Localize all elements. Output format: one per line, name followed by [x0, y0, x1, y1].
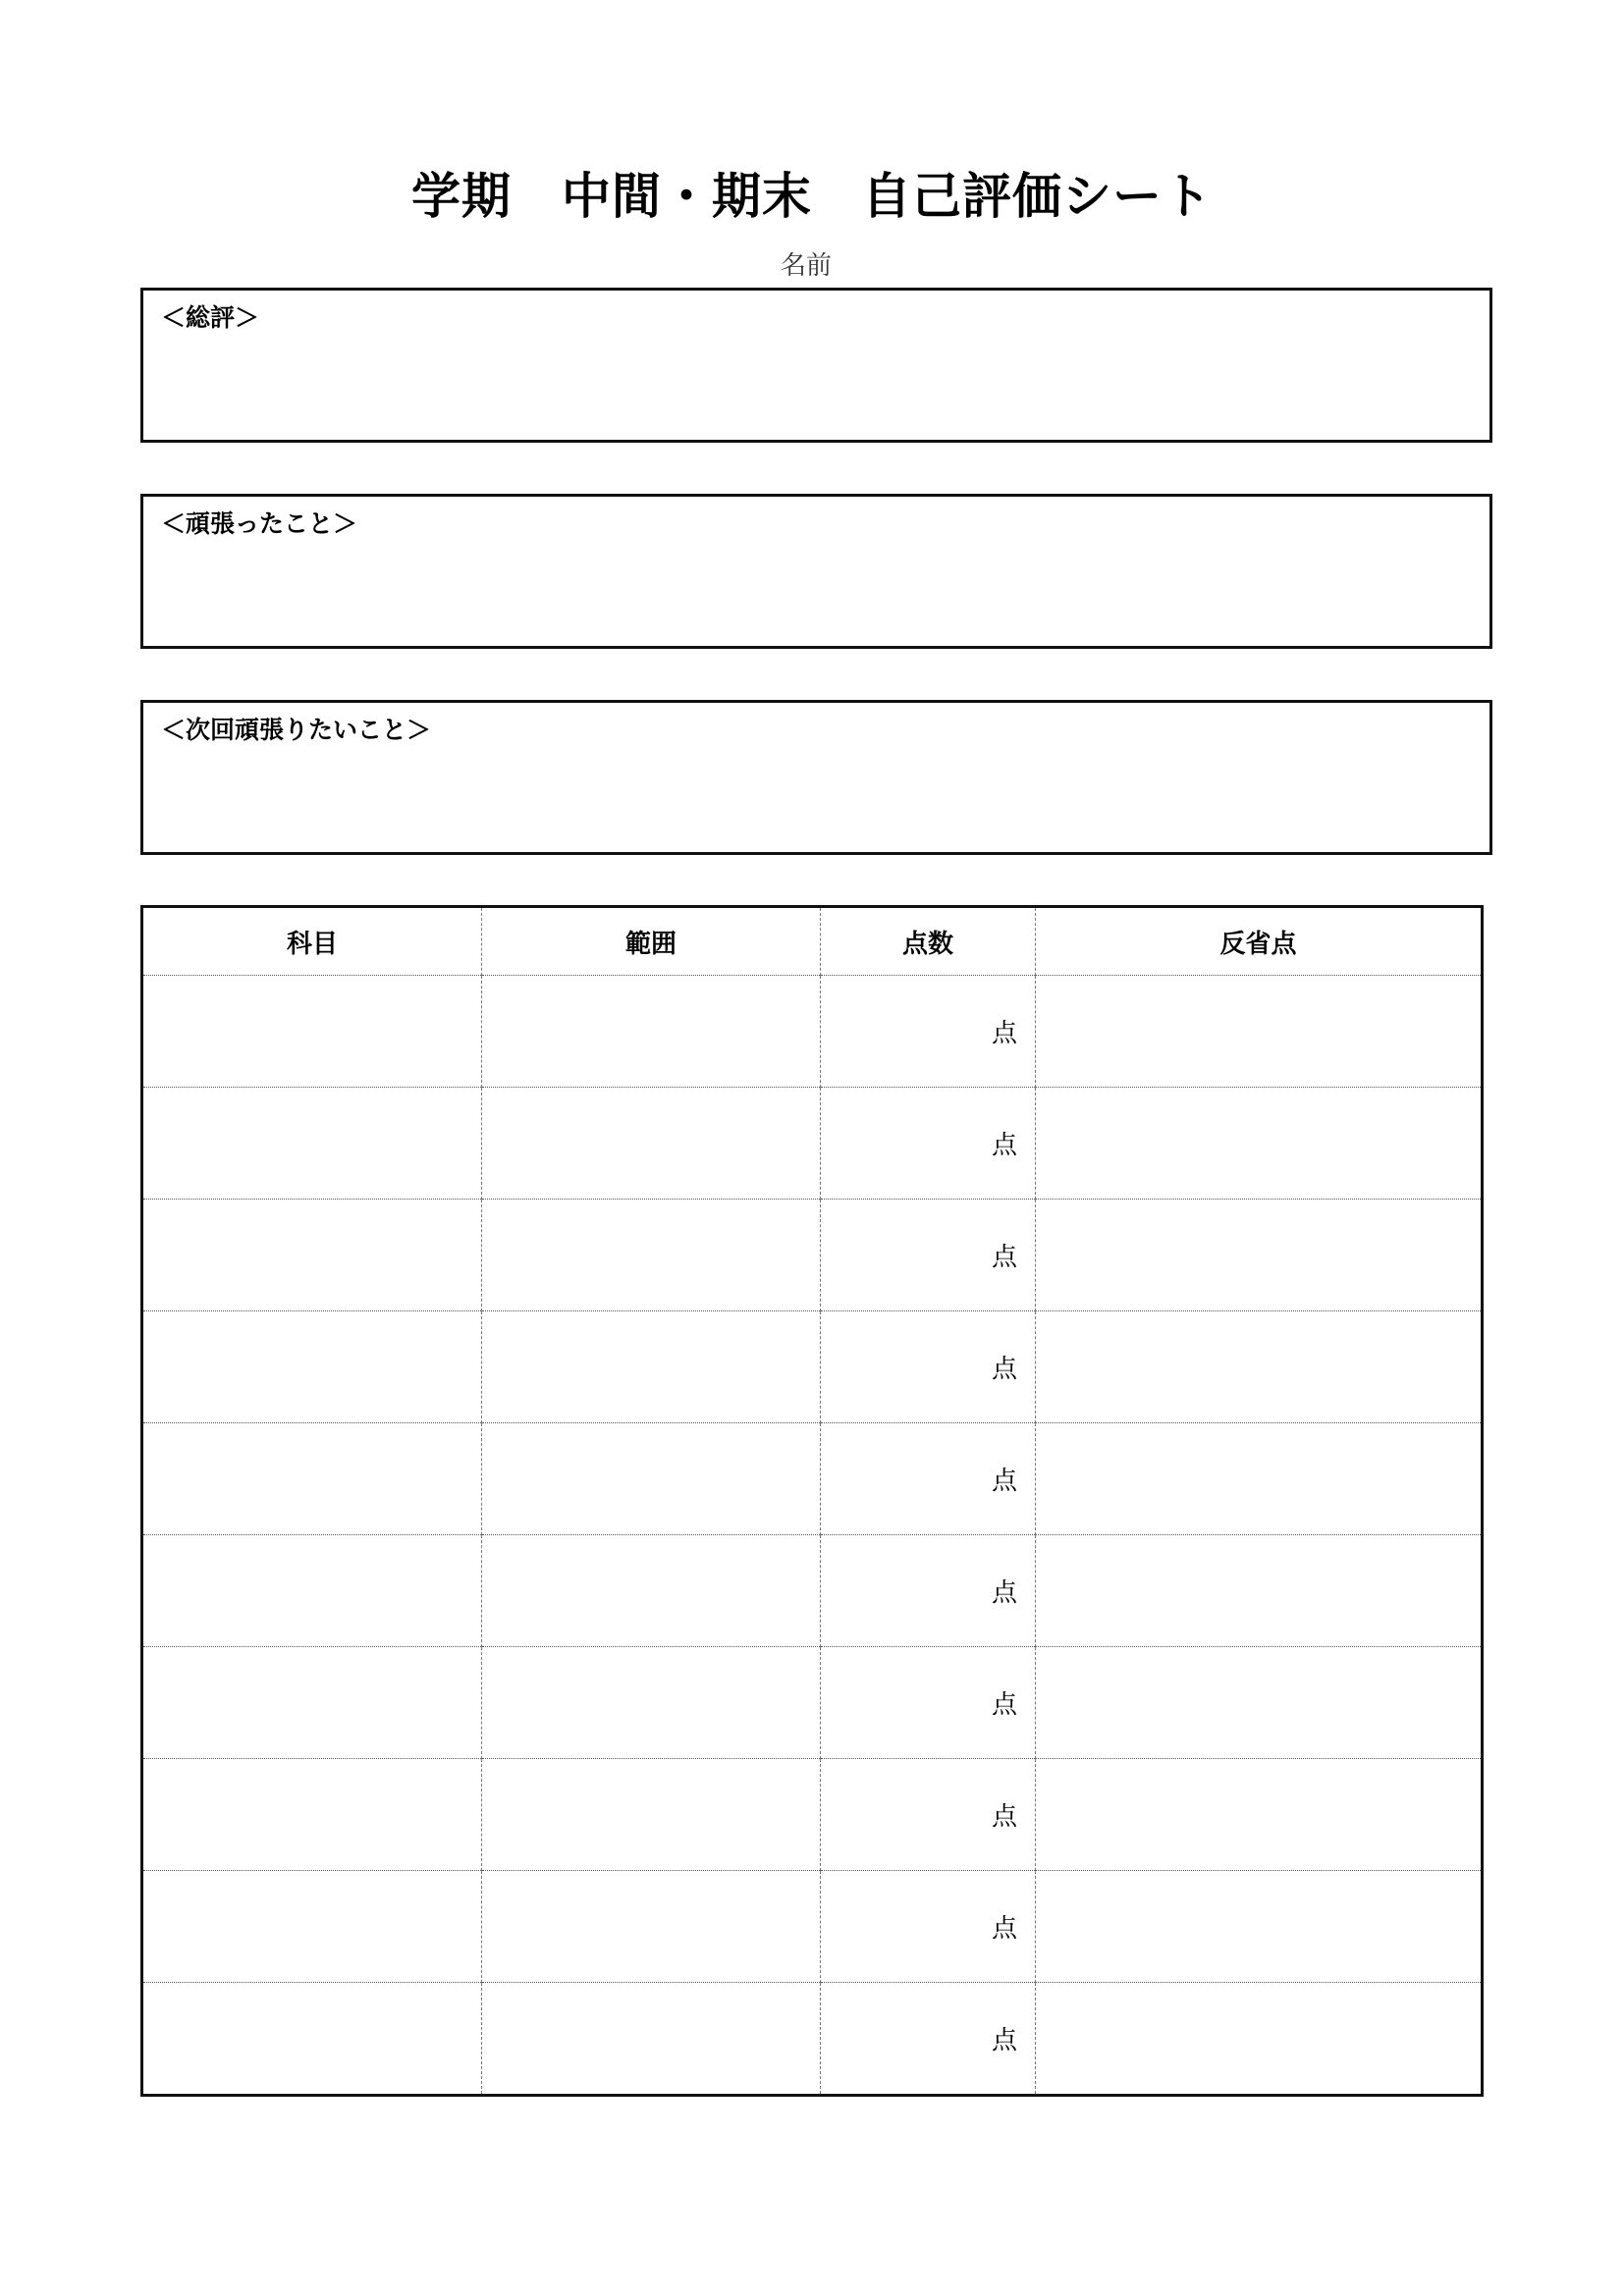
name-label: 名前: [780, 251, 832, 281]
range-cell[interactable]: [482, 1759, 821, 1871]
reflection-cell[interactable]: [1036, 1871, 1483, 1983]
score-table: [140, 905, 1484, 2097]
table-row: [142, 1311, 1483, 1423]
score-cell[interactable]: [821, 1535, 1036, 1647]
table-row: [142, 1423, 1483, 1535]
score-cell[interactable]: [821, 1759, 1036, 1871]
table-row: [142, 976, 1483, 1088]
range-cell[interactable]: [482, 1088, 821, 1200]
score-cell[interactable]: [821, 976, 1036, 1088]
table-row: [142, 1647, 1483, 1759]
range-cell[interactable]: [482, 976, 821, 1088]
page-title: 学期 中間・期末 自己評価シート: [411, 168, 1213, 225]
score-cell[interactable]: [821, 1983, 1036, 2096]
overall-review-box[interactable]: [140, 288, 1492, 443]
subject-cell[interactable]: [142, 1871, 482, 1983]
score-unit: 点: [991, 2026, 1017, 2056]
range-cell[interactable]: [482, 1535, 821, 1647]
subject-cell[interactable]: [142, 1200, 482, 1311]
subject-cell[interactable]: [142, 976, 482, 1088]
score-unit: 点: [991, 1467, 1017, 1496]
reflection-cell[interactable]: [1036, 1200, 1483, 1311]
reflection-cell[interactable]: [1036, 1647, 1483, 1759]
header-subject: 科目: [142, 907, 482, 976]
range-cell[interactable]: [482, 1647, 821, 1759]
range-cell[interactable]: [482, 1871, 821, 1983]
reflection-cell[interactable]: [1036, 1088, 1483, 1200]
reflection-cell[interactable]: [1036, 1759, 1483, 1871]
table-row: [142, 1088, 1483, 1200]
reflection-cell[interactable]: [1036, 1311, 1483, 1423]
score-cell[interactable]: [821, 1088, 1036, 1200]
range-cell[interactable]: [482, 1200, 821, 1311]
score-cell[interactable]: [821, 1200, 1036, 1311]
score-cell[interactable]: [821, 1423, 1036, 1535]
section-label: ＜総評＞: [161, 303, 260, 332]
table-row: [142, 1871, 1483, 1983]
score-unit: 点: [991, 1690, 1017, 1720]
table-row: [142, 1759, 1483, 1871]
range-cell[interactable]: [482, 1311, 821, 1423]
score-unit: 点: [991, 1802, 1017, 1832]
score-cell[interactable]: [821, 1311, 1036, 1423]
subject-cell[interactable]: [142, 1088, 482, 1200]
header-range: 範囲: [482, 907, 821, 976]
score-unit: 点: [991, 1243, 1017, 1272]
range-cell[interactable]: [482, 1423, 821, 1535]
next-goals-box[interactable]: [140, 700, 1492, 855]
section-label: ＜次回頑張りたいこと＞: [161, 716, 432, 744]
section-label: ＜頑張ったこと＞: [161, 509, 358, 538]
header-reflection: 反省点: [1036, 907, 1483, 976]
subject-cell[interactable]: [142, 1759, 482, 1871]
score-cell[interactable]: [821, 1647, 1036, 1759]
table-row: [142, 1535, 1483, 1647]
subject-cell[interactable]: [142, 1423, 482, 1535]
score-unit: 点: [991, 1578, 1017, 1608]
table-row: [142, 1200, 1483, 1311]
reflection-cell[interactable]: [1036, 1535, 1483, 1647]
subject-cell[interactable]: [142, 1647, 482, 1759]
subject-cell[interactable]: [142, 1311, 482, 1423]
header-score: 点数: [821, 907, 1036, 976]
reflection-cell[interactable]: [1036, 1983, 1483, 2096]
score-unit: 点: [991, 1131, 1017, 1160]
range-cell[interactable]: [482, 1983, 821, 2096]
subject-cell[interactable]: [142, 1535, 482, 1647]
table-header-row: [142, 907, 1483, 976]
reflection-cell[interactable]: [1036, 976, 1483, 1088]
table-row: [142, 1983, 1483, 2096]
score-unit: 点: [991, 1914, 1017, 1944]
score-unit: 点: [991, 1355, 1017, 1384]
score-cell[interactable]: [821, 1871, 1036, 1983]
efforts-box[interactable]: [140, 494, 1492, 649]
reflection-cell[interactable]: [1036, 1423, 1483, 1535]
subject-cell[interactable]: [142, 1983, 482, 2096]
score-unit: 点: [991, 1019, 1017, 1048]
